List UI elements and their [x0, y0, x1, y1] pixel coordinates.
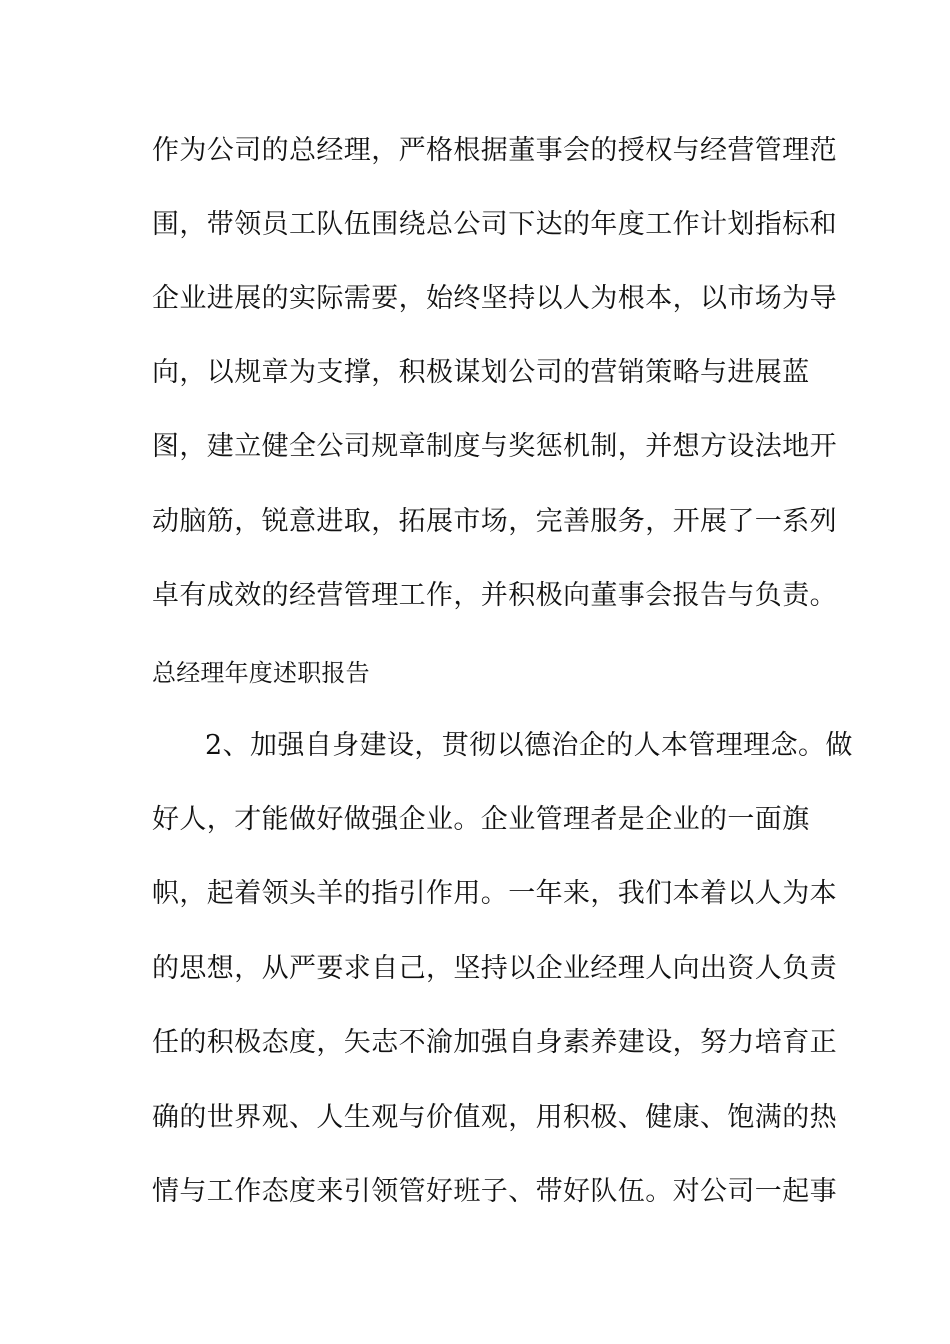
paragraph-2-line-7: 情与工作态度来引领管好班子、带好队伍。对公司一起事 — [152, 1176, 837, 1207]
paragraph-2-line-5: 任的积极态度，矢志不渝加强自身素养建设，努力培育正 — [152, 1027, 837, 1058]
paragraph-1-line-5: 图，建立健全公司规章制度与奖惩机制，并想方设法地开 — [152, 431, 837, 462]
paragraph-2-line-6: 确的世界观、人生观与价值观，用积极、健康、饱满的热 — [152, 1102, 837, 1133]
paragraph-2-line-3: 帜，起着领头羊的指引作用。一年来，我们本着以人为本 — [152, 878, 837, 909]
paragraph-1-line-6: 动脑筋，锐意进取，拓展市场，完善服务，开展了一系列 — [152, 506, 837, 537]
paragraph-1-line-2: 围，带领员工队伍围绕总公司下达的年度工作计划指标和 — [152, 209, 837, 240]
paragraph-1-line-3: 企业进展的实际需要，始终坚持以人为根本，以市场为导 — [152, 283, 837, 314]
paragraph-1-line-7: 卓有成效的经营管理工作，并积极向董事会报告与负责。 — [152, 580, 837, 611]
paragraph-1-line-4: 向，以规章为支撑，积极谋划公司的营销策略与进展蓝 — [152, 357, 810, 388]
paragraph-2-line-4: 的思想，从严要求自己，坚持以企业经理人向出资人负责 — [152, 953, 837, 984]
paragraph-2-line-2: 好人，才能做好做强企业。企业管理者是企业的一面旗 — [152, 804, 810, 835]
paragraph-2-line-1: 2、加强自身建设，贯彻以德治企的人本管理理念。做 — [205, 730, 853, 761]
section-heading: 总经理年度述职报告 — [152, 659, 370, 687]
paragraph-1-line-1: 作为公司的总经理，严格根据董事会的授权与经营管理范 — [152, 135, 837, 166]
